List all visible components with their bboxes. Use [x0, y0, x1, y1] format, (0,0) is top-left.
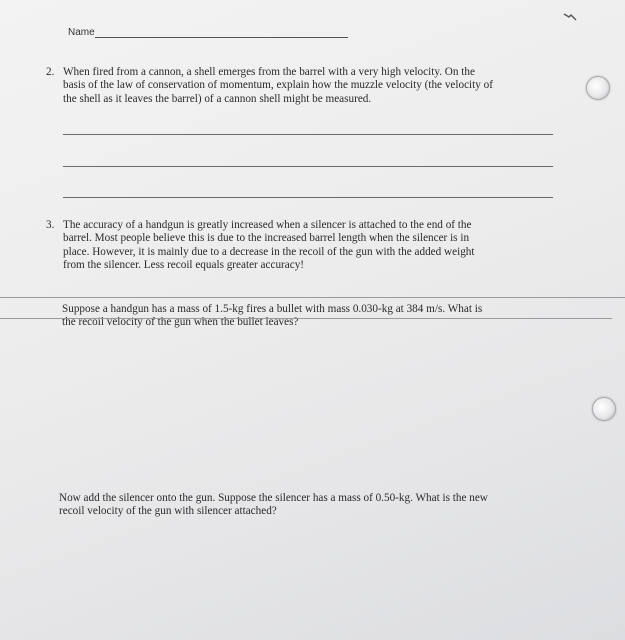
question-3a-line: Suppose a handgun has a mass of 1.5-kg fires a bullet with mass 0.030-kg at 384 m/s. What is [62, 303, 483, 315]
question-3-line: place. However, it is mainly due to a decrease in the recoil of the gun with the added weight [63, 245, 475, 258]
answer-line [63, 134, 553, 135]
answer-line [63, 197, 553, 198]
question-2-number: 2. [46, 66, 55, 78]
answer-line [63, 166, 553, 167]
question-3-line: The accuracy of a handgun is greatly increased when a silencer is attached to the end of the [63, 219, 472, 231]
question-2-line: the shell as it leaves the barrel) of a cannon shell might be measured. [63, 92, 372, 105]
question-2-text [63, 66, 563, 106]
question-3a-line: the recoil velocity of the gun when the bullet leaves? [62, 316, 299, 329]
pencil-mark-icon [563, 12, 577, 22]
question-2-line: When fired from a cannon, a shell emerges from the barrel with a very high velocity. On the [63, 66, 475, 78]
question-2-line: basis of the law of conservation of momentum, explain how the muzzle velocity (the velocity of [63, 79, 493, 92]
name-field-line [95, 37, 348, 38]
question-3-line: barrel. Most people believe this is due to the increased barrel length when the silencer is in [63, 232, 470, 245]
answer-radio-q2[interactable] [586, 76, 610, 100]
question-3-intro [63, 219, 563, 273]
question-3-part-a [62, 303, 562, 330]
answer-radio-q3[interactable] [592, 397, 616, 421]
divider-line [0, 318, 612, 319]
question-3b-line: Now add the silencer onto the gun. Suppose the silencer has a mass of 0.50-kg. What is the new [59, 492, 488, 504]
question-3-number: 3. [46, 219, 55, 231]
question-3-line: from the silencer. Less recoil equals greater accuracy! [63, 259, 305, 272]
divider-line [0, 297, 625, 298]
question-3b-line: recoil velocity of the gun with silencer attached? [59, 505, 277, 518]
question-3-part-b [59, 492, 579, 519]
name-label: Name [68, 27, 95, 38]
